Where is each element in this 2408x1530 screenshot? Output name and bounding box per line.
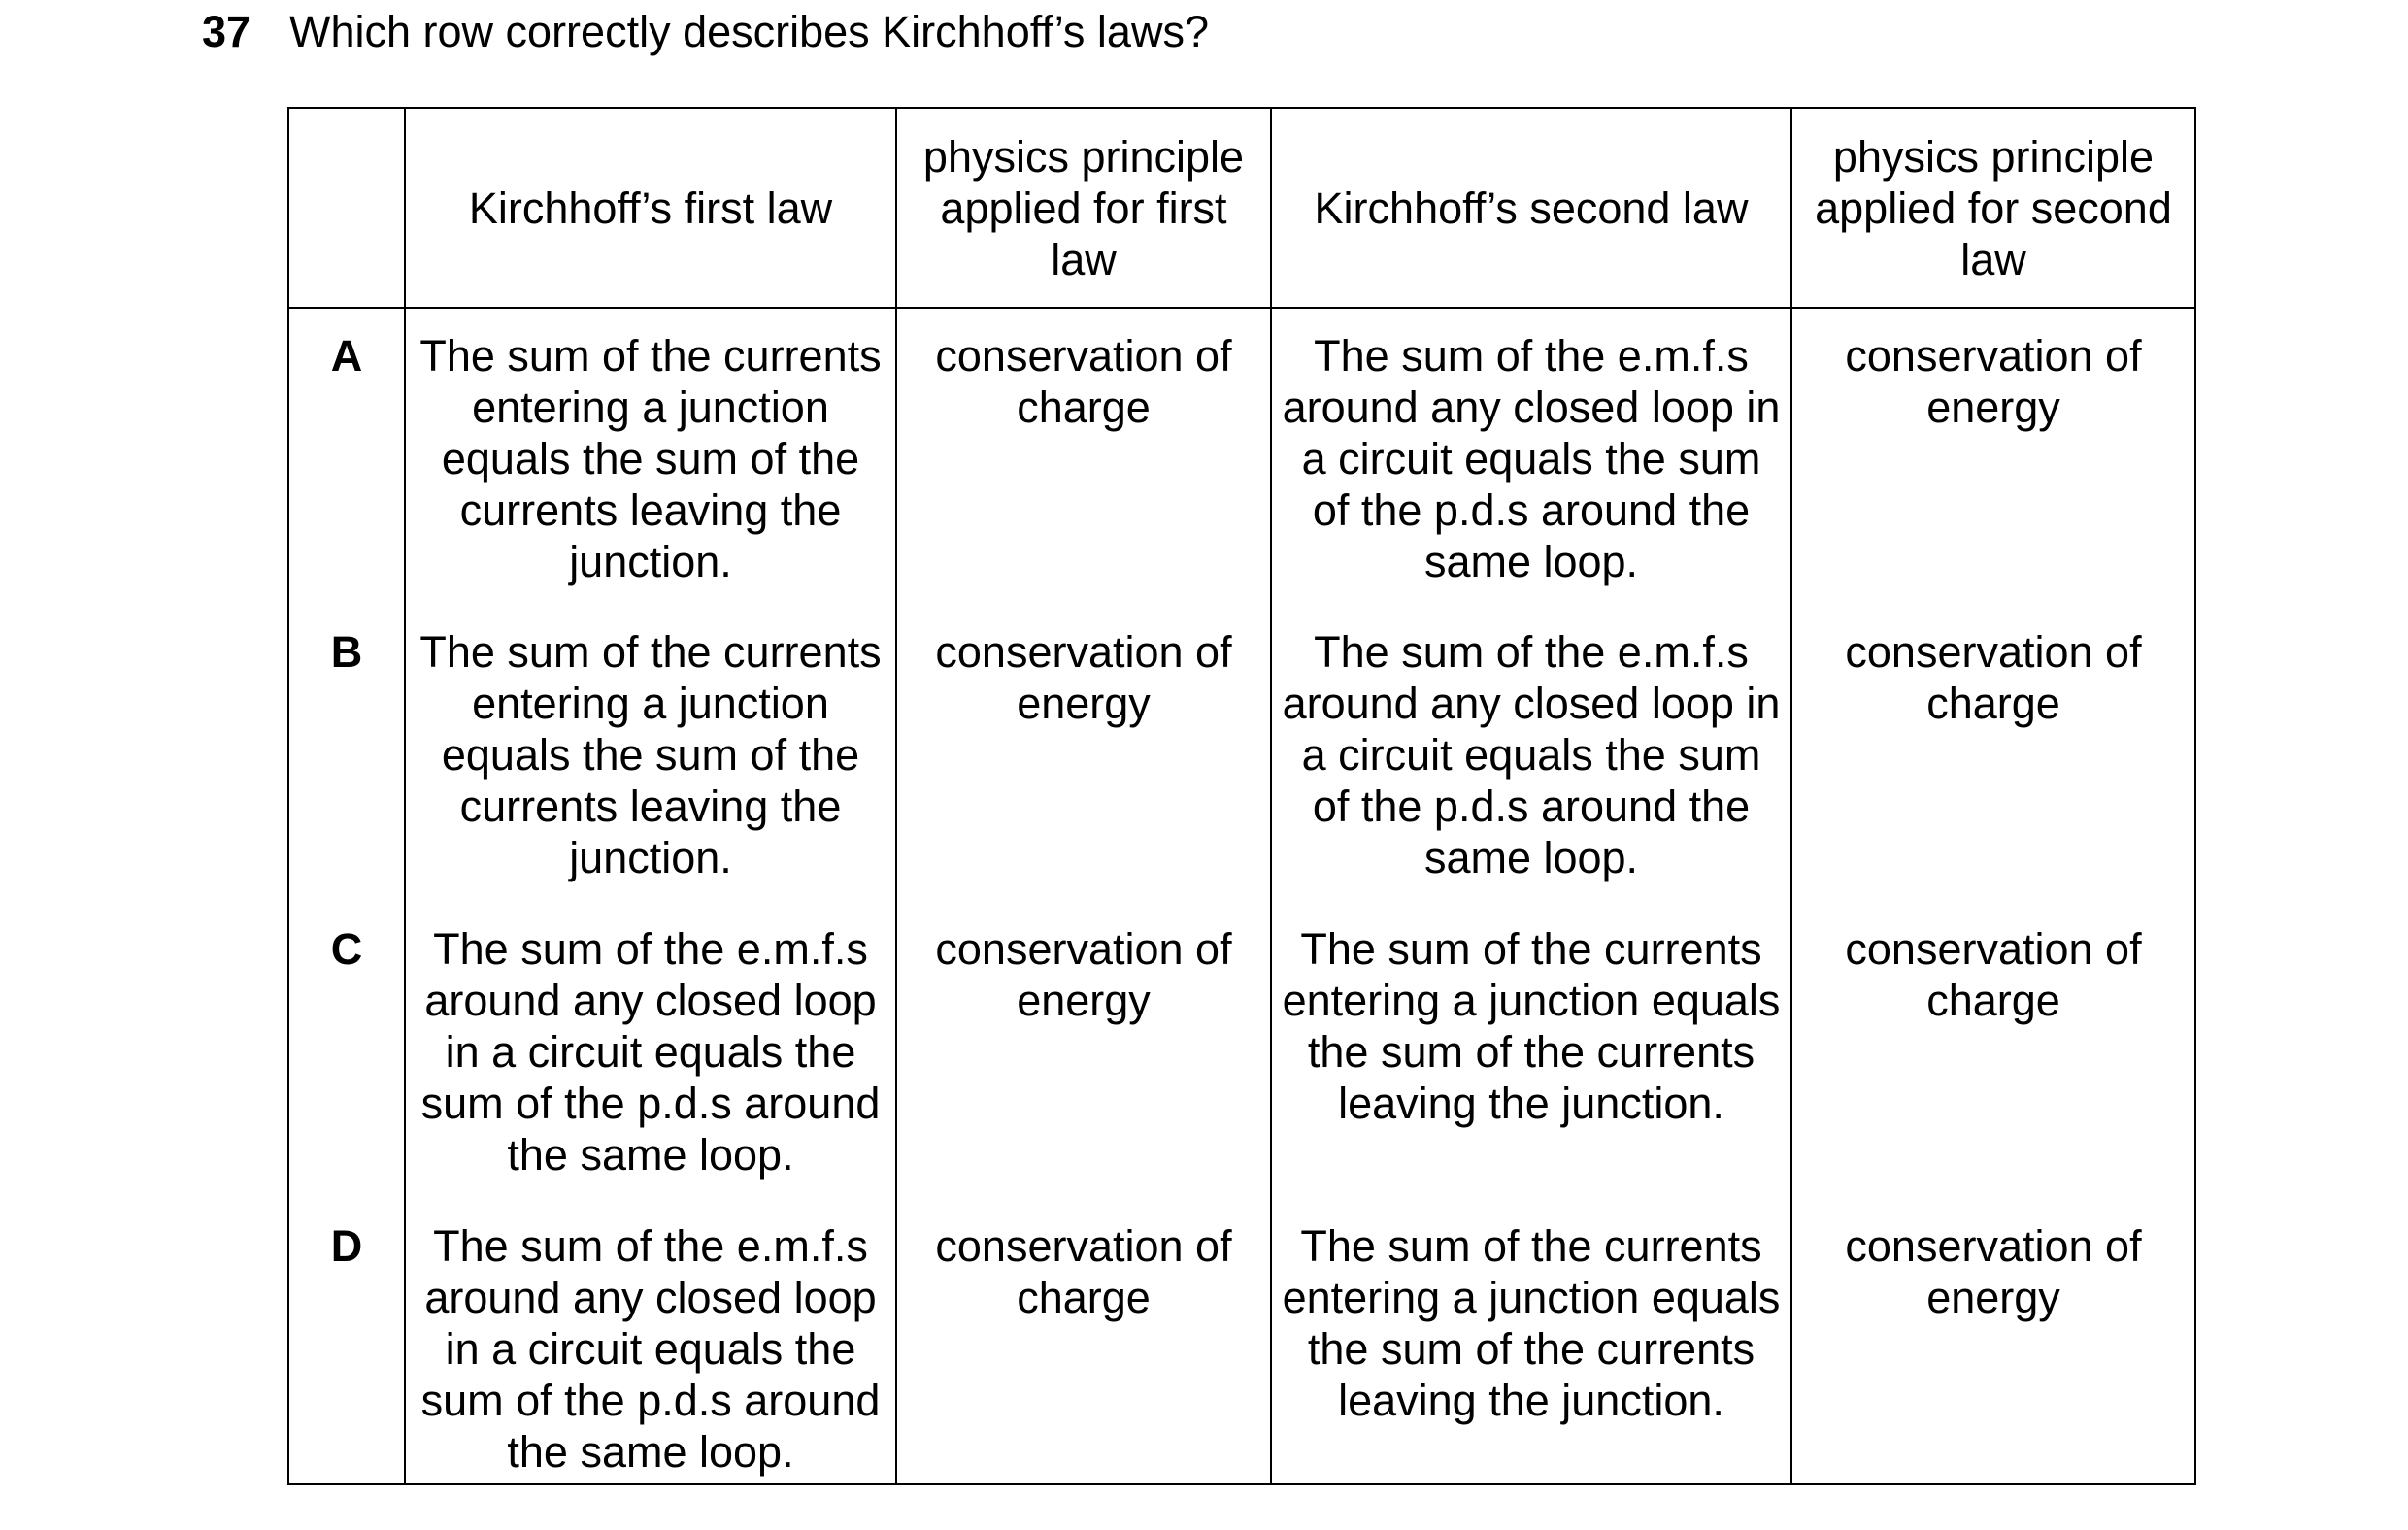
table-row	[288, 1199, 2195, 1484]
second-principle-cell: conservation of charge	[1791, 902, 2195, 1199]
second-law-cell: The sum of the e.m.f.s around any closed loop in a circuit equals the sum of the p.d.s around the same loop.	[1271, 308, 1791, 605]
option-letter: D	[288, 1199, 405, 1484]
first-principle-cell: conservation of energy	[896, 605, 1271, 902]
second-principle-cell: conservation of energy	[1791, 308, 2195, 605]
first-law-cell: The sum of the e.m.f.s around any closed loop in a circuit equals the sum of the p.d.s around the same loop.	[405, 902, 896, 1199]
first-principle-cell: conservation of energy	[896, 902, 1271, 1199]
table-row	[288, 308, 2195, 605]
second-law-cell: The sum of the currents entering a junction equals the sum of the currents leaving the junction.	[1271, 1199, 1791, 1484]
second-principle-cell: conservation of energy	[1791, 1199, 2195, 1484]
option-letter: C	[288, 902, 405, 1199]
second-law-cell: The sum of the currents entering a junction equals the sum of the currents leaving the junction.	[1271, 902, 1791, 1199]
second-principle-cell: conservation of charge	[1791, 605, 2195, 902]
first-principle-cell: conservation of charge	[896, 1199, 1271, 1484]
first-law-cell: The sum of the currents entering a junction equals the sum of the currents leaving the junction.	[405, 308, 896, 605]
header-empty	[288, 108, 405, 308]
first-law-cell: The sum of the currents entering a junction equals the sum of the currents leaving the junction.	[405, 605, 896, 902]
option-letter: A	[288, 308, 405, 605]
header-first-principle: physics principle applied for first law	[896, 108, 1271, 308]
first-law-cell: The sum of the e.m.f.s around any closed loop in a circuit equals the sum of the p.d.s around the same loop.	[405, 1199, 896, 1484]
second-law-cell: The sum of the e.m.f.s around any closed loop in a circuit equals the sum of the p.d.s around the same loop.	[1271, 605, 1791, 902]
question-header	[202, 2, 1209, 60]
header-first-law: Kirchhoff’s first law	[405, 108, 896, 308]
header-second-principle: physics principle applied for second law	[1791, 108, 2195, 308]
header-second-law: Kirchhoff’s second law	[1271, 108, 1791, 308]
kirchhoff-options-table	[287, 107, 2196, 1485]
question-text: Which row correctly describes Kirchhoff’s laws?	[289, 6, 1209, 56]
table-row	[288, 605, 2195, 902]
question-number: 37	[202, 6, 251, 56]
first-principle-cell: conservation of charge	[896, 308, 1271, 605]
option-letter: B	[288, 605, 405, 902]
table-row	[288, 902, 2195, 1199]
table-header-row	[288, 108, 2195, 308]
